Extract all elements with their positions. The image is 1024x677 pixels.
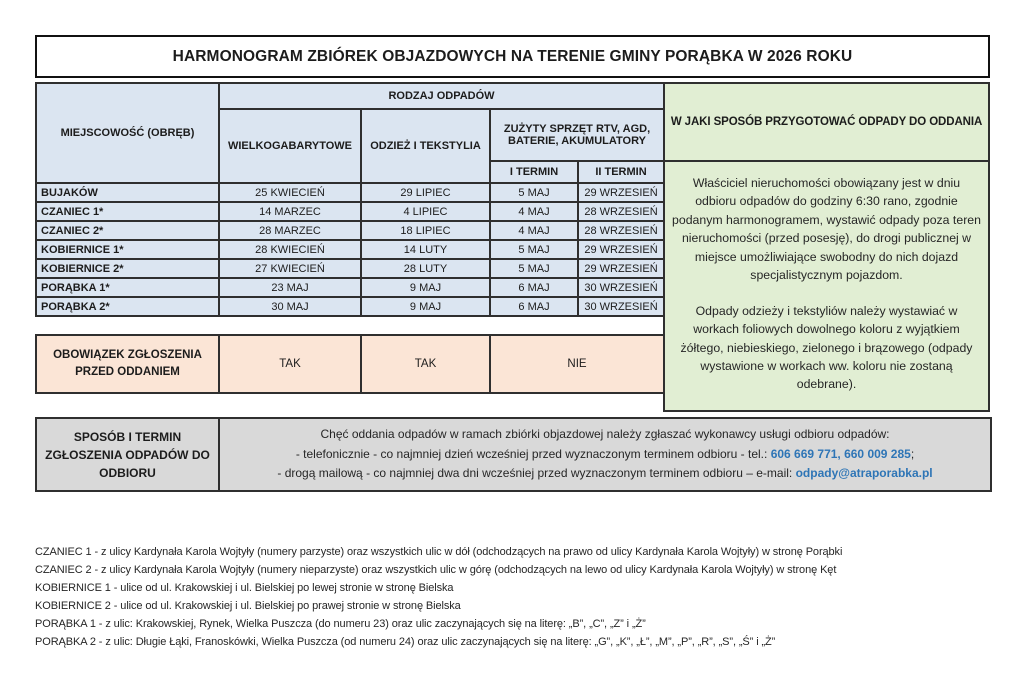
obligation-electro-value: NIE	[490, 335, 664, 393]
term2-date: 30 WRZESIEŃ	[578, 278, 664, 297]
textiles-date: 4 LIPIEC	[361, 202, 490, 221]
bulky-date: 14 MARZEC	[219, 202, 361, 221]
bulky-date: 27 KWIECIEŃ	[219, 259, 361, 278]
term2-date: 29 WRZESIEŃ	[578, 259, 664, 278]
table-row	[36, 221, 664, 240]
email-link: odpady@atraporabka.pl	[795, 466, 933, 481]
place-name: KOBIERNICE 1*	[36, 240, 219, 259]
page-title: HARMONOGRAM ZBIÓREK OBJAZDOWYCH NA TERENIE GMINY PORĄBKA W 2026 ROKU	[35, 35, 990, 78]
textiles-date: 9 MAJ	[361, 297, 490, 316]
schedule-table	[35, 82, 665, 317]
footnotes	[35, 543, 1005, 651]
contact-table	[35, 417, 992, 492]
footnote-porabka-1: PORĄBKA 1 - z ulic: Krakowskiej, Rynek, Wielka Puszcza (do numeru 23) oraz ulic zaczynających się na literę: „B”, „C”, „Z” i „Ż”	[35, 618, 646, 630]
table-row	[36, 202, 664, 221]
contact-line-3: - drogą mailową - co najmniej dwa dni wcześniej przed wyznaczonym terminem odbioru – e-mail: odpady@atraporabka.pl	[277, 466, 933, 481]
term1-date: 5 MAJ	[490, 240, 578, 259]
bulky-date: 23 MAJ	[219, 278, 361, 297]
preparation-info-panel	[663, 82, 990, 412]
phone-numbers: 606 669 771, 660 009 285	[770, 446, 911, 461]
bulky-date: 30 MAJ	[219, 297, 361, 316]
term1-date: 4 MAJ	[490, 221, 578, 240]
place-name: BUJAKÓW	[36, 183, 219, 202]
bulky-date: 25 KWIECIEŃ	[219, 183, 361, 202]
place-name: KOBIERNICE 2*	[36, 259, 219, 278]
bulky-date: 28 KWIECIEŃ	[219, 240, 361, 259]
preparation-info-header: W JAKI SPOSÓB PRZYGOTOWAĆ ODPADY DO ODDANIA	[665, 84, 988, 162]
contact-label: SPOSÓB I TERMIN ZGŁOSZENIA ODPADÓW DO ODBIORU	[36, 418, 219, 491]
footnote-kobiernice-1: KOBIERNICE 1 - ulice od ul. Krakowskiej i ul. Bielskiej po lewej stronie w stronę Bielska	[35, 582, 454, 594]
preparation-paragraph-2: Odpady odzieży i tekstyliów należy wystawiać w workach foliowych dowolnego koloru z wyjątkiem żółtego, niebieskiego, zielonego i brązowego (odpady wystawione w workach ww. koloru nie zostaną odebrane).	[680, 303, 973, 392]
contact-line-2: - telefonicznie - co najmniej dzień wcześniej przed wyznaczonym terminem odbioru - tel.: 606 669 771, 660 009 285;	[295, 446, 915, 461]
table-row	[36, 183, 664, 202]
obligation-textiles-value: TAK	[361, 335, 490, 393]
header-waste-type: RODZAJ ODPADÓW	[219, 83, 664, 109]
footnote-czaniec-2: CZANIEC 2 - z ulicy Kardynała Karola Wojtyły (numery nieparzyste) oraz wszystkich ulic w górę (odchodzących na lewo od ulicy Kardynała Karola Wojtyły) w stronę Kęt	[35, 564, 837, 576]
term1-date: 6 MAJ	[490, 297, 578, 316]
place-name: PORĄBKA 2*	[36, 297, 219, 316]
table-row	[36, 278, 664, 297]
term1-date: 4 MAJ	[490, 202, 578, 221]
footnote-kobiernice-2: KOBIERNICE 2 - ulice od ul. Krakowskiej i ul. Bielskiej po prawej stronie w stronę Bielska	[35, 600, 461, 612]
textiles-date: 9 MAJ	[361, 278, 490, 297]
textiles-date: 28 LUTY	[361, 259, 490, 278]
textiles-date: 29 LIPIEC	[361, 183, 490, 202]
obligation-table	[35, 334, 665, 394]
term2-date: 28 WRZESIEŃ	[578, 221, 664, 240]
term2-date: 29 WRZESIEŃ	[578, 240, 664, 259]
header-textiles: ODZIEŻ I TEKSTYLIA	[361, 109, 490, 183]
contact-content	[219, 418, 991, 491]
header-electro: ZUŻYTY SPRZĘT RTV, AGD, BATERIE, AKUMULATORY	[490, 109, 664, 161]
contact-line-1: Chęć oddania odpadów w ramach zbiórki objazdowej należy zgłaszać wykonawcy usługi odbioru odpadów:	[320, 426, 890, 441]
preparation-paragraph-1: Właściciel nieruchomości obowiązany jest w dniu odbioru odpadów do godziny 6:30 rano, zgodnie podanym harmonogramem, wystawić odpady poza teren nieruchomości (przed posesję), do drogi publicznej w miejsce umożliwiające swobodny do nich dojazd specjalistycznym pojazdom.	[672, 176, 981, 283]
term1-date: 5 MAJ	[490, 183, 578, 202]
term2-date: 30 WRZESIEŃ	[578, 297, 664, 316]
textiles-date: 14 LUTY	[361, 240, 490, 259]
place-name: CZANIEC 1*	[36, 202, 219, 221]
header-term1: I TERMIN	[490, 161, 578, 183]
obligation-bulky-value: TAK	[219, 335, 361, 393]
table-row	[36, 240, 664, 259]
place-name: PORĄBKA 1*	[36, 278, 219, 297]
header-place: MIEJSCOWOŚĆ (OBRĘB)	[36, 83, 219, 183]
bulky-date: 28 MARZEC	[219, 221, 361, 240]
header-term2: II TERMIN	[578, 161, 664, 183]
term1-date: 5 MAJ	[490, 259, 578, 278]
preparation-info-body	[665, 162, 988, 406]
textiles-date: 18 LIPIEC	[361, 221, 490, 240]
footnote-czaniec-1: CZANIEC 1 - z ulicy Kardynała Karola Wojtyły (numery parzyste) oraz wszystkich ulic w dół (odchodzących na prawo od ulicy Kardynała Karola Wojtyły) w stronę Porąbki	[35, 546, 843, 558]
term1-date: 6 MAJ	[490, 278, 578, 297]
table-row	[36, 259, 664, 278]
table-row	[36, 297, 664, 316]
footnote-porabka-2: PORĄBKA 2 - z ulic: Długie Łąki, Franoskówki, Wielka Puszcza (od numeru 24) oraz ulic zaczynających się na literę: „G”, „K”, „Ł”, „M”, „P”, „R”, „S”, „Ś” i „Ż”	[35, 636, 776, 648]
place-name: CZANIEC 2*	[36, 221, 219, 240]
header-bulky: WIELKOGABARYTOWE	[219, 109, 361, 183]
obligation-label: OBOWIĄZEK ZGŁOSZENIA PRZED ODDANIEM	[36, 335, 219, 393]
term2-date: 29 WRZESIEŃ	[578, 183, 664, 202]
term2-date: 28 WRZESIEŃ	[578, 202, 664, 221]
